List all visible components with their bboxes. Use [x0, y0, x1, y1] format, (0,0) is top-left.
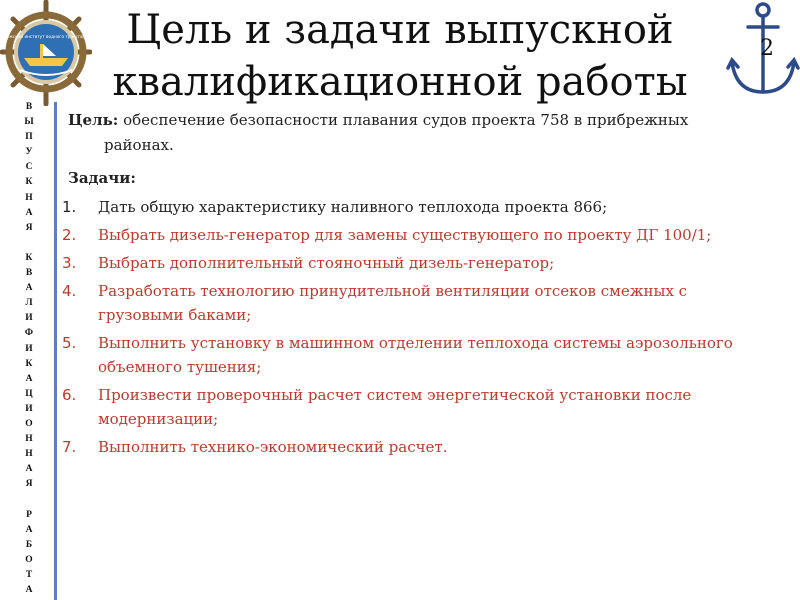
task-item — [62, 251, 774, 275]
ship-wheel-logo — [0, 0, 92, 106]
side-letter: И — [25, 403, 33, 414]
tasks-list — [62, 195, 774, 459]
side-letter: А — [25, 524, 33, 535]
side-letter: Ф — [24, 328, 34, 339]
task-text: Разработать технологию принудительной вентиляции отсеков смежных с грузовыми баками; — [98, 282, 688, 324]
side-letter: К — [25, 358, 33, 369]
side-letter: Н — [25, 434, 33, 445]
side-letter: И — [25, 343, 33, 354]
side-letter: О — [25, 418, 33, 429]
task-number: 4. — [62, 282, 77, 300]
side-letter: А — [25, 464, 33, 475]
side-letter: И — [25, 313, 33, 324]
task-text: Выполнить технико-экономический расчет. — [98, 438, 448, 456]
side-letter: Т — [25, 569, 33, 580]
task-item — [62, 195, 774, 219]
task-number: 1. — [62, 198, 77, 216]
side-letter — [20, 492, 38, 507]
side-letter: Я — [25, 479, 33, 490]
side-letter: А — [25, 585, 33, 595]
goal-label: Цель: — [68, 111, 119, 129]
side-letter: К — [25, 177, 33, 188]
task-number: 6. — [62, 386, 77, 404]
task-text: Выполнить установку в машинном отделении теплохода системы аэрозольного объемного тушения; — [98, 334, 733, 376]
task-number: 7. — [62, 438, 77, 456]
task-text: Выбрать дизель-генератор для замены существующего по проекту ДГ 100/1; — [98, 226, 712, 244]
task-item — [62, 435, 774, 459]
side-letter: Р — [26, 509, 32, 520]
vertical-side-title — [20, 100, 38, 598]
task-item — [62, 383, 774, 431]
task-number: 5. — [62, 334, 77, 352]
logo-text: Волжский институт водного транспорта — [0, 34, 92, 39]
side-letter: А — [25, 207, 33, 218]
task-text: Выбрать дополнительный стояночный дизель-генератор; — [98, 254, 555, 272]
task-item — [62, 331, 774, 379]
title-line-2: квалификационной работы — [112, 59, 688, 105]
side-letter: В — [25, 102, 33, 112]
side-letter: Ц — [25, 388, 33, 399]
task-number: 2. — [62, 226, 77, 244]
side-letter: А — [25, 283, 33, 294]
side-letter: Н — [25, 192, 33, 203]
accent-divider — [54, 102, 57, 600]
side-letter: Б — [25, 539, 33, 550]
side-letter: Я — [25, 222, 33, 233]
task-item — [62, 279, 774, 327]
goal-text: обеспечение безопасности плавания судов проекта 758 в прибрежных — [118, 111, 689, 129]
task-text: Дать общую характеристику наливного теплохода проекта 866; — [98, 198, 608, 216]
side-letter: У — [25, 147, 33, 158]
side-letter: Л — [25, 298, 33, 309]
title-line-1: Цель и задачи выпускной — [126, 7, 674, 53]
tasks-label: Задачи: — [68, 169, 136, 187]
goal-paragraph — [62, 108, 774, 158]
goal-text-continued: районах. — [104, 136, 174, 154]
task-number: 3. — [62, 254, 77, 272]
side-letter — [20, 236, 38, 251]
slide-number: 2 — [760, 36, 774, 61]
side-letter: П — [25, 132, 33, 143]
side-letter: В — [25, 268, 33, 279]
side-letter: О — [25, 554, 33, 565]
side-letter: Н — [25, 449, 33, 460]
side-letter: Ы — [24, 117, 34, 128]
slide-content — [62, 108, 774, 459]
side-letter: А — [25, 373, 33, 384]
page-title — [110, 4, 690, 108]
task-text: Произвести проверочный расчет систем энергетической установки после модернизации; — [98, 386, 692, 428]
task-item — [62, 223, 774, 247]
side-letter: К — [25, 252, 33, 263]
side-letter: С — [25, 162, 33, 173]
